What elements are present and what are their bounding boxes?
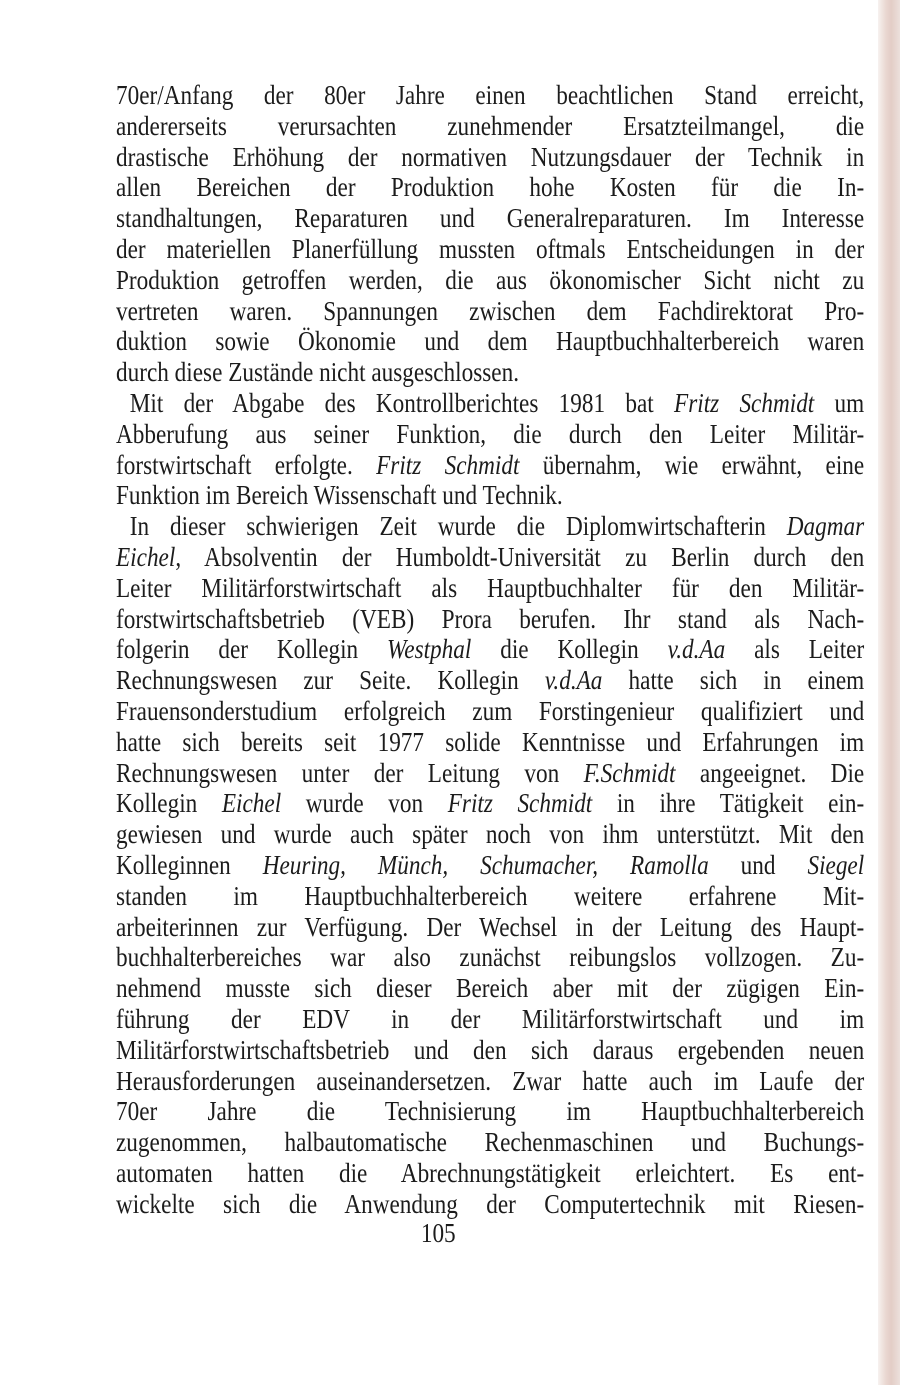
text-span: wickelte sich die Anwendung der Computertechnik mit Riesen-: [116, 1188, 865, 1219]
text-line: [116, 912, 864, 943]
text-span: allen Bereichen der Produktion hohe Kosten für die In-: [116, 172, 865, 203]
text-line: [116, 450, 864, 481]
text-line: [116, 480, 864, 511]
text-line: [116, 80, 864, 111]
text-span: forstwirtschaft erfolgte.: [116, 449, 377, 480]
text-span: Abberufung aus seiner Funktion, die durch den Leiter Militär-: [116, 418, 865, 449]
text-span: führung der EDV in der Militärforstwirtschaft und im: [116, 1003, 865, 1034]
text-span: 70er/Anfang der 80er Jahre einen beachtlichen Stand erreicht,: [116, 80, 865, 110]
text-span: In dieser schwierigen Zeit wurde die Diplomwirtschafterin: [129, 511, 787, 542]
text-line: [116, 326, 864, 357]
text-span: Rechnungswesen zur Seite. Kollegin: [116, 665, 545, 696]
text-span: duktion sowie Ökonomie und dem Hauptbuchhalterbereich waren: [116, 326, 865, 357]
text-span: übernahm, wie erwähnt, eine: [519, 449, 865, 480]
paragraph-first-line: [116, 511, 864, 542]
italic-name: Eichel: [221, 788, 282, 819]
italic-name: Fritz Schmidt: [674, 387, 815, 418]
text-span: standhaltungen, Reparaturen und Generalreparaturen. Im Interesse: [116, 203, 865, 234]
text-span: Kolleginnen: [116, 849, 263, 880]
text-span: Militärforstwirtschaftsbetrieb und den sich daraus ergebenden neuen: [116, 1034, 865, 1065]
text-span: um: [814, 387, 865, 418]
italic-name: Siegel: [807, 849, 865, 880]
text-span: forstwirtschaftsbetrieb (VEB) Prora berufen. Ihr stand als Nach-: [116, 603, 865, 634]
text-span: folgerin der Kollegin: [116, 634, 388, 665]
italic-name: v.d.Aa: [544, 665, 603, 696]
text-span: gewiesen und wurde auch später noch von ihm unterstützt. Mit den: [116, 819, 865, 850]
text-line: [116, 172, 864, 203]
text-line: [116, 819, 864, 850]
text-span: buchhalterbereiches war also zunächst reibungslos vollzogen. Zu-: [116, 942, 865, 973]
text-span: der materiellen Planerfüllung mussten oftmals Entscheidungen in der: [116, 233, 865, 264]
text-line: [116, 111, 864, 142]
text-line: [116, 419, 864, 450]
body-text: [116, 80, 864, 1219]
page-binding-edge: [878, 0, 900, 1385]
text-span: arbeiterinnen zur Verfügung. Der Wechsel in der Leitung des Haupt-: [116, 911, 865, 942]
text-span: Herausforderungen auseinandersetzen. Zwar hatte auch im Laufe der: [116, 1065, 865, 1096]
text-line: [116, 634, 864, 665]
text-line: [116, 696, 864, 727]
text-line: [116, 542, 864, 573]
text-line: [116, 265, 864, 296]
text-line: [116, 850, 864, 881]
text-span: nehmend musste sich dieser Bereich aber mit der zügigen Ein-: [116, 973, 865, 1004]
text-span: angeeignet. Die: [675, 757, 865, 788]
text-line: [116, 296, 864, 327]
text-span: vertreten waren. Spannungen zwischen dem Fachdirektorat Pro-: [116, 295, 865, 326]
text-span: in ihre Tätigkeit ein-: [592, 788, 865, 819]
italic-name: Fritz Schmidt: [447, 788, 593, 819]
text-line: [116, 604, 864, 635]
text-span: als Leiter: [725, 634, 865, 665]
text-span: zugenommen, halbautomatische Rechenmaschinen und Buchungs-: [116, 1127, 865, 1158]
italic-name: Heuring, Münch, Schumacher, Ramolla: [262, 849, 709, 880]
text-line: [116, 1096, 864, 1127]
text-line: [116, 973, 864, 1004]
text-line: [116, 665, 864, 696]
text-span: automaten hatten die Abrechnungstätigkeit erleichtert. Es ent-: [116, 1157, 865, 1188]
text-span: durch diese Zustände nicht ausgeschlossen.: [116, 357, 520, 388]
text-span: andererseits verursachten zunehmender Ersatzteilmangel, die: [116, 110, 865, 141]
italic-name: Dagmar: [786, 511, 865, 542]
text-span: Leiter Militärforstwirtschaft als Hauptbuchhalter für den Militär-: [116, 572, 865, 603]
text-line: [116, 788, 864, 819]
text-line: [116, 1158, 864, 1189]
text-span: wurde von: [281, 788, 448, 819]
text-span: Produktion getroffen werden, die aus ökonomischer Sicht nicht zu: [116, 264, 865, 295]
text-span: Kollegin: [116, 788, 222, 819]
text-span: 70er Jahre die Technisierung im Hauptbuchhalterbereich: [116, 1096, 865, 1127]
text-line: [116, 203, 864, 234]
text-line: [116, 1004, 864, 1035]
text-span: die Kollegin: [471, 634, 668, 665]
text-line: [116, 942, 864, 973]
text-line: [116, 573, 864, 604]
text-line: [116, 758, 864, 789]
text-span: und: [708, 849, 808, 880]
italic-name: Eichel: [116, 541, 176, 572]
italic-name: Westphal: [387, 634, 472, 665]
italic-name: v.d.Aa: [667, 634, 726, 665]
text-span: , Absolventin der Humboldt-Universität zu Berlin durch den: [175, 541, 865, 572]
text-span: standen im Hauptbuchhalterbereich weitere erfahrene Mit-: [116, 880, 865, 911]
text-span: Mit der Abgabe des Kontrollberichtes 1981 bat: [129, 387, 675, 418]
italic-name: Fritz Schmidt: [376, 449, 520, 480]
text-line: [116, 1066, 864, 1097]
text-line: [116, 881, 864, 912]
italic-name: F.Schmidt: [583, 757, 676, 788]
text-line: [116, 1189, 864, 1220]
text-span: hatte sich bereits seit 1977 solide Kenntnisse und Erfahrungen im: [116, 726, 865, 757]
text-span: Rechnungswesen unter der Leitung von: [116, 757, 584, 788]
text-line: [116, 142, 864, 173]
text-line: [116, 1127, 864, 1158]
text-line: [116, 234, 864, 265]
text-line: [116, 357, 864, 388]
page-number: 105: [420, 1218, 456, 1248]
text-span: drastische Erhöhung der normativen Nutzungsdauer der Technik in: [116, 141, 865, 172]
text-span: Funktion im Bereich Wissenschaft und Technik.: [116, 480, 563, 511]
text-line: [116, 727, 864, 758]
paragraph-first-line: [116, 388, 864, 419]
text-span: Frauensonderstudium erfolgreich zum Forstingenieur qualifiziert und: [116, 695, 865, 726]
text-span: hatte sich in einem: [602, 665, 865, 696]
text-line: [116, 1035, 864, 1066]
page-number-container: [0, 1218, 900, 1249]
